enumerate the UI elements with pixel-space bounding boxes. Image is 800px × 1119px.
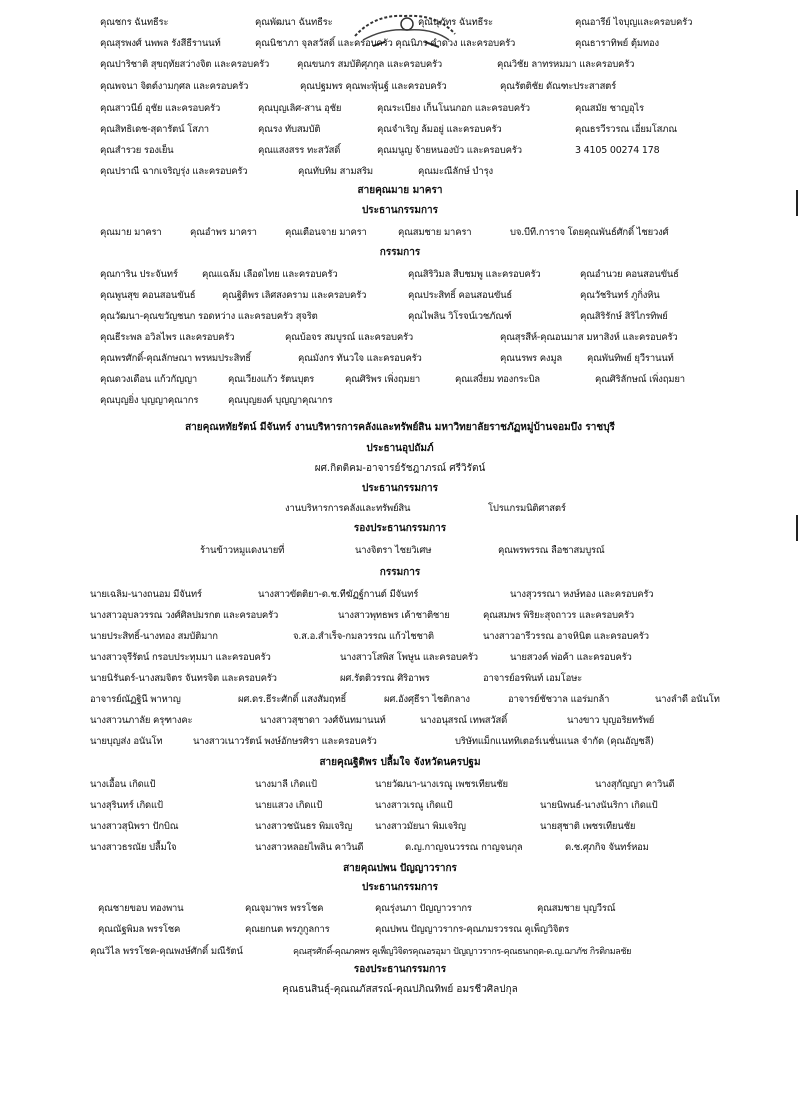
name-entry: คุณเสงี่ยม ทองกระบิล [455,374,540,385]
name-entry: นางสาวจุรีรัตน์ กรอบประทุมมา และครอบครัว [90,652,271,663]
name-entry: นางสาวมัยนา พิมเจริญ [375,821,466,832]
name-entry: คุณดวงเดือน แก้วกัญญา [100,374,198,385]
name-entry: นายประสิทธิ์-นางทอง สมบัติมาก [90,631,218,642]
name-entry: ด.ช.ศุภกิจ จันทร์หอม [565,842,649,853]
name-entry: คุณสมัย ชาญอุไร [575,103,644,114]
name-entry: คุณแฉล้ม เลือดไทย และครอบครัว [202,269,338,280]
name-entry: คุณอำนวย คอนสอนขันธ์ [580,269,679,280]
name-entry: คุณขนกร สมบัติศุภกุล และครอบครัว [297,59,443,70]
list-row [0,287,800,305]
name-entry: คุณนุภัทร ฉันทธีระ [418,17,493,28]
name-entry: นางสุรินทร์ เกิดแป้ [90,800,163,811]
name-entry: คุณมนูญ จ้ายหนองบัว และครอบครัว [377,145,522,156]
name-entry: นางสาวสุชาดา วงศ์จันทมานนท์ [260,715,386,726]
name-entry: นางสาวพุทธพร เค้าชาติชาย [338,610,450,621]
name-entry: คุณปาริชาติ สุขฤทัยสว่างจิต และครอบครัว [100,59,270,70]
name-entry: อาจารย์ชัชวาล แอร่มกล้า [508,694,610,705]
name-entry: คุณระเบียง เก็นโนนกอก และครอบครัว [377,103,530,114]
name-entry: คุณยกนต พรภูกูลการ [245,924,330,935]
list-row [0,35,800,53]
name-entry: นายสวงค์ พ่อค้า และครอบครัว [510,652,632,663]
name-entry: นายนิรันดร์-นางสมจิตร จันทรจิต และครอบครัว [90,673,277,684]
name-entry: นางมาลี เกิดแป้ [255,779,317,790]
name-entry: คุณพัฒนา ฉันทธีระ [255,17,333,28]
patron-name: ผศ.กิตติคม-อาจารย์รัชฎาภรณ์ ศรีวิรัตน์ [314,463,486,474]
list-row [0,500,800,518]
name-entry: คุณอำพร มาครา [190,227,257,238]
name-entry: จ.ส.อ.สำเร็จ-กมลวรรณ แก้วไชชาติ [293,631,434,642]
name-entry: คุณฐิติพร เลิศสงคราม และครอบครัว [222,290,367,301]
name-entry: นางสาวนภาลัย ครุฑางคะ [90,715,193,726]
list-row [0,266,800,284]
name-entry: คุณบุญยงค์ บุญญาคุณากร [228,395,333,406]
list-row [0,900,800,918]
list-row [0,691,800,709]
name-entry: นางสาวเรณู เกิดแป้ [375,800,453,811]
name-entry: นางสาวเนาวรัตน์ พงษ์อักษรศิรา และครอบครัว [193,736,377,747]
name-entry: ผศ.รัตติวรรณ ศิริอาพร [340,673,430,684]
name-entry: คุณแสงสรร ทะสวัสดิ์ [258,145,341,156]
name-entry: นางเอื้อน เกิดแป้ [90,779,156,790]
name-entry: คุณทับทิม สามสริม [298,166,373,177]
name-entry: นายวัฒนา-นางเรณู เพชรเทียนชัย [375,779,508,790]
name-entry: นางสุวรรณา หงษ์ทอง และครอบครัว [510,589,654,600]
section-heading: ประธานอุปถัมภ์ [366,443,434,454]
list-row [0,542,800,560]
list-row [0,649,800,667]
name-entry: คุณธีระพล อวิลไพร และครอบครัว [100,332,235,343]
name-entry: คุณสุรศักดิ์-คุณภคพร คูเพ็ญวิจิตรคุณอรอุมา ปัญญาวรากร-คุณธนกฤต-ด.ญ.ฌาภัช กิรติกมลชัย [293,947,631,957]
name-entry: นางสาวอุบลวรรณ วงศ์ศิลปมรกต และครอบครัว [90,610,279,621]
name-entry: คุณจุมาพร พรรโชค [245,903,324,914]
name-entry: คุณบ้อจร สมบูรณ์ และครอบครัว [285,332,414,343]
name-entry: นางสาวโสพิส โพษูน และครอบครัว [340,652,478,663]
section-heading: รองประธานกรรมการ [353,964,447,975]
name-entry: นางสาวชนันธร พิมเจริญ [255,821,353,832]
name-entry: คุณอารีย์ ไจบุญและครอบครัว [575,17,693,28]
name-entry: คุณนรพร คงมูล [500,353,563,364]
list-row [0,56,800,74]
list-row [0,14,800,32]
name-entry: คุณศิริลักษณ์ เพิ่งฤมยา [595,374,685,385]
name-entry: คุณปพน ปัญญาวรากร-คุณภมรวรรณ คูเพ็ญวิจิตร [375,924,570,935]
name-entry: นางสาวอารีวรรณ อาจหินิต และครอบครัว [483,631,649,642]
list-row [0,733,800,751]
list-row [0,797,800,815]
section-heading: กรรมการ [379,247,421,258]
name-entry: นางสาวสุนิพรา ปักบิณ [90,821,179,832]
name-entry: คุณสิริรักษ์ สิริไกรทิพย์ [580,311,668,322]
name-entry: คุณสิริวิมล สืบชมพู และครอบครัว [408,269,541,280]
list-row [0,100,800,118]
list-row [0,163,800,181]
list-row [0,350,800,368]
section-heading: กรรมการ [379,567,421,578]
name-entry: คุณสิทธิเดช-สุดารัตน์ โสภา [100,124,209,135]
name-entry: ผศ.ดร.ธีระศักดิ์ แสงสัมฤทธิ์ [238,694,347,705]
name-entry: ร้านข้าวหมูแดงนายที่ [200,545,285,556]
name-entry: บจ.บีที.การาจ โดยคุณพันธ์ศักดิ์ ไชยวงศ์ [510,227,669,238]
group-heading: สายคุณฐิติพร ปลื้มใจ จังหวัดนครปฐม [319,757,481,768]
name-entry: นางสาวธรณัย ปลื้มใจ [90,842,177,853]
name-entry: คุณสมพร พิริยะสุจถาวร และครอบครัว [483,610,634,621]
list-row [0,224,800,242]
list-row [0,78,800,96]
list-row [0,943,800,961]
list-row [0,371,800,389]
name-entry: นายเฉลิม-นางถนอม มีจันทร์ [90,589,202,600]
name-entry: นายนิพนธ์-นางนันริกา เกิดแป้ [540,800,658,811]
name-entry: คุณสุรพงศ์ นพพล รังสีธีรานนท์ [100,38,221,49]
list-row [0,818,800,836]
name-entry: คุณสาวนีย์ อุชัย และครอบครัว [100,103,221,114]
name-entry: คุณธรวีรวรณ เอี่ยมโสภณ [575,124,677,135]
section-heading: รองประธานกรรมการ [353,523,447,534]
name-entry: คุณนิชาภา จุลสวัสดิ์ และครอบครัว คุณนิภร คำดวง และครอบครัว [255,38,516,49]
name-entry: อาจารย์ณัฏฐินี พาหาญ [90,694,181,705]
name-entry: คุณธาราทิพย์ ตุ้มทอง [575,38,659,49]
list-row [0,839,800,857]
section-heading: ประธานกรรมการ [361,483,439,494]
name-entry: คุณวัฒนา-คุณขวัญชนก รอดหว่าง และครอบครัว สุจริต [100,311,318,322]
list-row [0,329,800,347]
name-entry: คุณพรศักดิ์-คุณลักษณา พรหมประสิทธิ์ [100,353,251,364]
name-entry: คุณรง ทับสมบัติ [258,124,321,135]
name-entry: คุณสุรสีห์-คุณอนมาส มหาสิงห์ และครอบครัว [500,332,678,343]
name-entry: คุณบุญยิ่ง บุญญาคุณากร [100,395,199,406]
name-entry: คุณการิน ประจันทร์ [100,269,178,280]
list-row [0,142,800,160]
name-entry: คุณมาย มาครา [100,227,162,238]
name-entry: นางอนุสรณ์ เทพสวัสดิ์ [420,715,508,726]
name-entry: คุณสำรวย รองเย็น [100,145,174,156]
name-entry: คุณจำเริญ ล้มอยู่ และครอบครัว [377,124,502,135]
name-entry: บริษัทแม็กแนททิเตอร์เนชั่นแนล จำกัด (คุณอัญชลี) [455,736,654,747]
name-entry: คุณบุญเลิศ-สาน อุชัย [258,103,342,114]
name-entry: นายสุชาติ เพชรเทียนชัย [540,821,636,832]
name-entry: อาจารย์อรพินท์ เอมโอษะ [483,673,583,684]
name-entry: คุณชายขอบ ทองพาน [98,903,184,914]
name-entry: คุณมังกร ทันวใจ และครอบครัว [298,353,422,364]
list-row [0,670,800,688]
name-entry: คุณรุ่งนภา ปัญญาวรากร [375,903,472,914]
name-entry: คุณพจนา จิตต์งามกุศล และครอบครัว [100,81,249,92]
name-entry: คุณปราณี ฉากเจริญรุ่ง และครอบครัว [100,166,248,177]
group-heading: สายคุณปพน ปัญญาวรากร [343,863,457,874]
name-entry: คุณสมชาย บุญวีรณ์ [537,903,616,914]
section-heading: ประธานกรรมการ [361,882,439,893]
name-entry: คุณศิริพร เพิ่งฤมยา [345,374,420,385]
name-entry: คุณรัตติชัย ดัณฑะประสาสตร์ [500,81,617,92]
list-row [0,628,800,646]
name-entry: คุณเตือนจาย มาครา [285,227,367,238]
id-number: 3 4105 00274 178 [575,145,660,156]
name-entry: คุณวิชัย ลาทรหมมา และครอบครัว [497,59,635,70]
name-entry: นางจิตรา ไชยวิเศษ [355,545,432,556]
list-row [0,607,800,625]
edge-mark [796,515,798,541]
name-entry: โปรแกรมนิติศาสตร์ [488,503,566,514]
list-row [0,308,800,326]
name-entry: คุณพรพรรณ ลือชาสมบูรณ์ [498,545,605,556]
name-entry: คุณพันทิพย์ ยุวีรานนท์ [587,353,674,364]
section-heading: ประธานกรรมการ [361,205,439,216]
name-entry: คุณปฐมพร คุณพะพุ้นฐ์ และครอบครัว [300,81,447,92]
name-entry: ด.ญ.กาญจนวรรณ กาญจนกุล [405,842,523,853]
name-entry: คุณวิไล พรรโชค-คุณพงษ์ศักดิ์ มณีรัตน์ [90,946,243,957]
name-entry: นางสุกัญญา คาวินดี [595,779,675,790]
edge-mark [796,190,798,216]
name-entry: คุณประสิทธิ์ คอนสอนขันธ์ [408,290,513,301]
list-row [0,921,800,939]
name-entry: นางสาวขัตติยา-ด.ช.ทีฆัฏฐ์กานต์ มีจันทร์ [258,589,419,600]
name-entry: คุณไพลิน วิโรจน์เวชภัณฑ์ [408,311,512,322]
name-entry: งานบริหารการคลังและทรัพย์สิน [285,503,411,514]
list-row [0,121,800,139]
name-entry: คุณมะณีลักษ์ บำรุง [418,166,493,177]
name-entry: คุณเวียงแก้ว รัตนบุตร [228,374,315,385]
name-entry: นางลำดี อนันโท [655,694,720,705]
name-entry: คุณชกร ฉันทธีระ [100,17,169,28]
name-entry: นางขาว บุญอริยทรัพย์ [567,715,655,726]
name-entry: คุณณัฐพิมล พรรโชค [98,924,181,935]
group-heading: สายคุณมาย มาครา [357,185,443,196]
name-entry: นายบุญส่ง อนันโท [90,736,163,747]
name-entry: คุณพูนสุข คอนสอนขันธ์ [100,290,196,301]
name-entry: ผศ.อังศุธีรา ไชติกลาง [384,694,470,705]
name-entry: นางสาวหลอยไพลิน คาวินดี [255,842,364,853]
list-row [0,392,800,410]
vice-chair-names: คุณธนสินธุ์-คุณณภัสสรณ์-คุณปภิณทิพย์ อมรชีวศิลปกุล [282,984,518,995]
list-row [0,776,800,794]
list-row [0,712,800,730]
name-entry: คุณวัชรินทร์ ภูกิ่งหิน [580,290,660,301]
list-row [0,586,800,604]
name-entry: นายแสวง เกิดแป้ [255,800,323,811]
group-heading: สายคุณหทัยรัตน์ มีจันทร์ งานบริหารการคลังและทรัพย์สิน มหาวิทยาลัยราชภัฏหมู่บ้านจอมบึง ราชบุรี [185,422,615,433]
name-entry: คุณสมชาย มาครา [398,227,472,238]
